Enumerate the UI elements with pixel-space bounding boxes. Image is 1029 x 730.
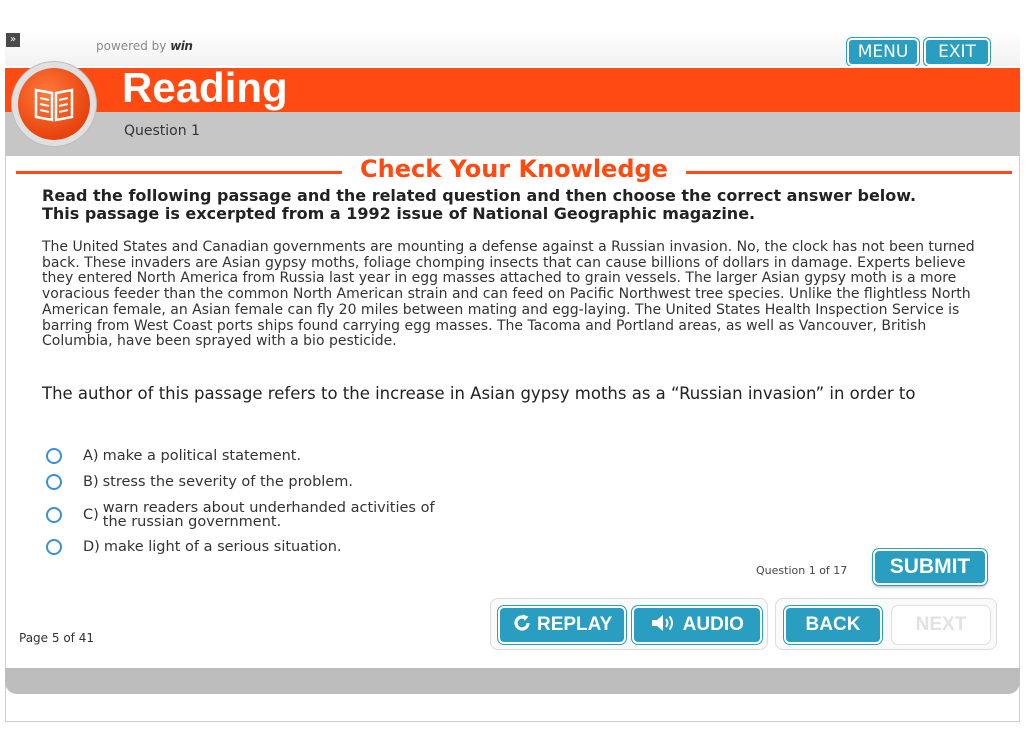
collapse-sidebar-button[interactable]: » (6, 33, 20, 47)
answer-choice-d[interactable] (46, 539, 342, 555)
question-label: Question 1 (124, 123, 200, 139)
powered-by-label (96, 39, 192, 53)
replay-button[interactable] (498, 606, 626, 644)
module-title: Reading (122, 64, 288, 111)
page-counter: Page 5 of 41 (19, 631, 94, 645)
section-rule-left (16, 171, 342, 174)
choice-text: warn readers about underhanded activities of the russian government. (102, 500, 435, 530)
submit-button[interactable]: SUBMIT (873, 549, 987, 585)
section-rule-right (686, 171, 1012, 174)
brand-logo: win (170, 39, 193, 53)
radio-button[interactable] (46, 539, 62, 555)
choice-text: stress the severity of the problem. (102, 474, 353, 490)
choice-text: make light of a serious situation. (103, 539, 342, 555)
choice-text: make a political statement. (102, 448, 302, 464)
instructions: Read the following passage and the related question and then choose the correct answer below. This passage is excerpted from a 1992 issue of National Geographic magazine. (42, 186, 917, 223)
replay-icon (512, 613, 532, 633)
choice-letter: B) (83, 474, 99, 490)
answer-choice-b[interactable] (46, 474, 353, 490)
exit-button[interactable]: EXIT (924, 38, 990, 66)
open-book-icon (18, 68, 90, 140)
bottom-bar (5, 668, 1020, 694)
radio-button[interactable] (46, 507, 62, 523)
reading-passage: The United States and Canadian governments are mounting a defense against a Russian invasion. No, the clock has not been turned back. These invaders are Asian gypsy moths, foliage chomping insects that can cause billions of dollars in damage. Experts believe they entered North America from Russia last year in egg masses attached to grain vessels. The larger Asian gypsy moth is a more voracious feeder than the common North American strain and can feed on Pacific Northwest tree species. Unlike the flightless North American female, an Asian female can fly 20 miles between mating and egg-laying. The United States Health Inspection Service is barring from West Coast ports ships found carrying egg masses. The Tacoma and Portland areas, as well as Vancouver, British Columbia, have been sprayed with a bio pesticide. (42, 239, 975, 350)
replay-label: REPLAY (536, 614, 613, 635)
audio-button[interactable] (632, 606, 762, 644)
menu-button[interactable]: MENU (847, 38, 919, 66)
answer-choice-a[interactable] (46, 448, 301, 464)
powered-by-text: powered by (96, 39, 167, 53)
next-button: NEXT (892, 606, 990, 644)
radio-button[interactable] (46, 448, 62, 464)
speaker-icon (650, 613, 678, 633)
audio-label: AUDIO (682, 614, 744, 635)
radio-button[interactable] (46, 474, 62, 490)
choice-letter: A) (83, 448, 99, 464)
back-button[interactable]: BACK (784, 606, 882, 644)
module-logo (11, 61, 97, 147)
question-text: The author of this passage refers to the increase in Asian gypsy moths as a “Russian invasion” in order to (42, 384, 916, 403)
section-title: Check Your Knowledge (360, 155, 668, 183)
question-counter: Question 1 of 17 (756, 564, 848, 577)
choice-letter: C) (83, 507, 99, 523)
choice-letter: D) (83, 539, 100, 555)
answer-choice-c[interactable] (46, 501, 463, 529)
